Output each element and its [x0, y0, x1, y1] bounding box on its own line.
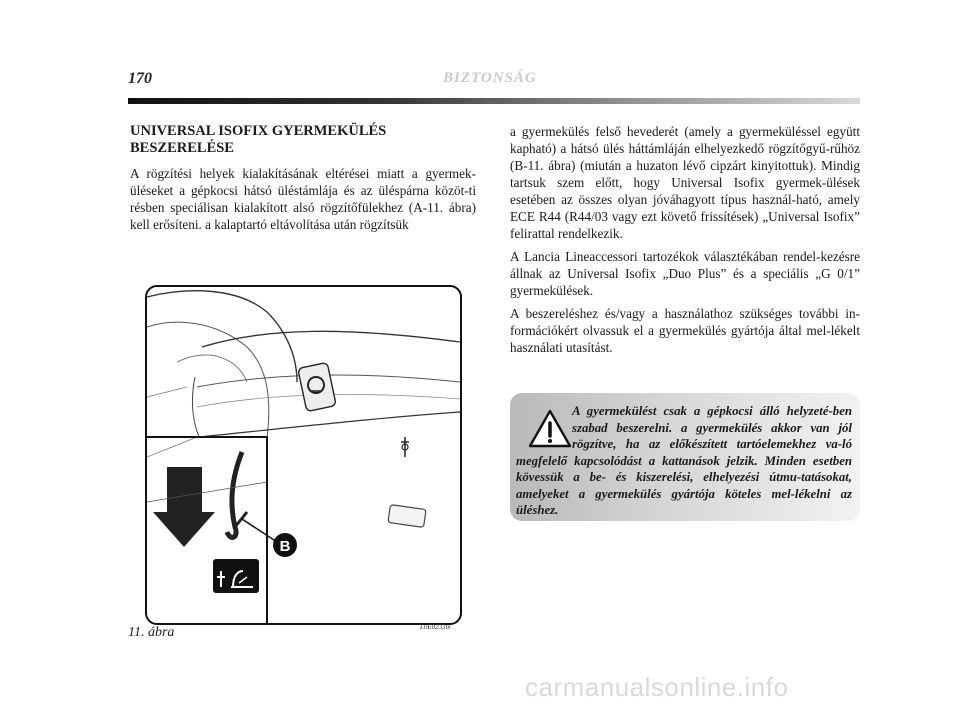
watermark: carmanualsonline.info	[525, 672, 789, 702]
right-column	[510, 123, 860, 362]
section-title: BIZTONSÁG	[443, 70, 537, 86]
left-column	[130, 123, 476, 239]
header-rule	[128, 98, 860, 104]
figure-caption: 11. ábra	[128, 625, 175, 640]
seat-illustration	[147, 287, 460, 623]
isofix-symbol-icon	[213, 559, 259, 593]
figure-code: L0E0233m	[420, 623, 451, 631]
warning-icon-spacer	[516, 403, 572, 451]
heading-line-1: UNIVERSAL ISOFIX GYERMEKÜLÉS	[130, 123, 387, 139]
seat-anchor-ring-icon	[298, 362, 336, 411]
body-paragraph-2: A Lancia Lineaccessori tartozékok választékában rendel-kezésre állnak az Universal Isofix „Duo Plus” és a speciális „G 0/1” gyermekülések.	[510, 249, 860, 298]
heading-line-2: BESZERELÉSE	[130, 140, 234, 156]
page-number: 170	[128, 70, 152, 87]
warning-triangle-icon	[528, 409, 572, 449]
callout-b-label: B	[279, 538, 291, 555]
intro-paragraph: A rögzítési helyek kialakításának eltérései miatt a gyermek-üléseket a gépkocsi hátsó üléstámlája és az üléspárna közöt-ti résben speciálisan kialakított alsó rögzítőfülekhez (A-11. ábra) kell erősíteni. a kalaptartó eltávolítása után rögzítsük	[130, 166, 476, 232]
down-arrow-icon	[153, 467, 215, 547]
figure-illustration	[145, 285, 462, 625]
body-paragraph-1: a gyermekülés felső hevederét (amely a gyermeküléssel együtt kapható) a hátsó ülés háttámláján elhelyezkedő rögzítőgyű-rűhöz (B-11. ábra) (miután a huzaton lévő cipzárt kinyitottuk). Mindig tartsuk szem előtt, hogy Universal Isofix gyermek-ülések esetében az összes olyan jóváhagyott típus használ-ható, amely ECE R44 (R44/03 vagy ezt követő frissítések) „Universal Isofix” felirattal rendelkezik.	[510, 124, 860, 241]
warning-text-wrapper	[510, 397, 852, 519]
body-paragraph-3: A beszereléshez és/vagy a használathoz szükséges további in-formációkért olvassuk el a gyermekülés gyártója által mel-lékelt használati utasítást.	[510, 306, 860, 355]
warning-box	[510, 393, 860, 521]
section-heading	[130, 123, 476, 157]
warning-text: A gyermekülést csak a gépkocsi álló helyzeté-ben szabad beszerelni. a gyermekülés akkor van jól rögzítve, ha az előkészített tartóelemekhez va-ló megfelelő kapcsolódást a kattanások jelzik. Minden esetben kövessük a be- és kiszerelési, elhelyezési útmu-tatásokat, amelyeket a gyermekülés gyártója köteles mel-lékelni az üléshez.	[516, 404, 852, 517]
